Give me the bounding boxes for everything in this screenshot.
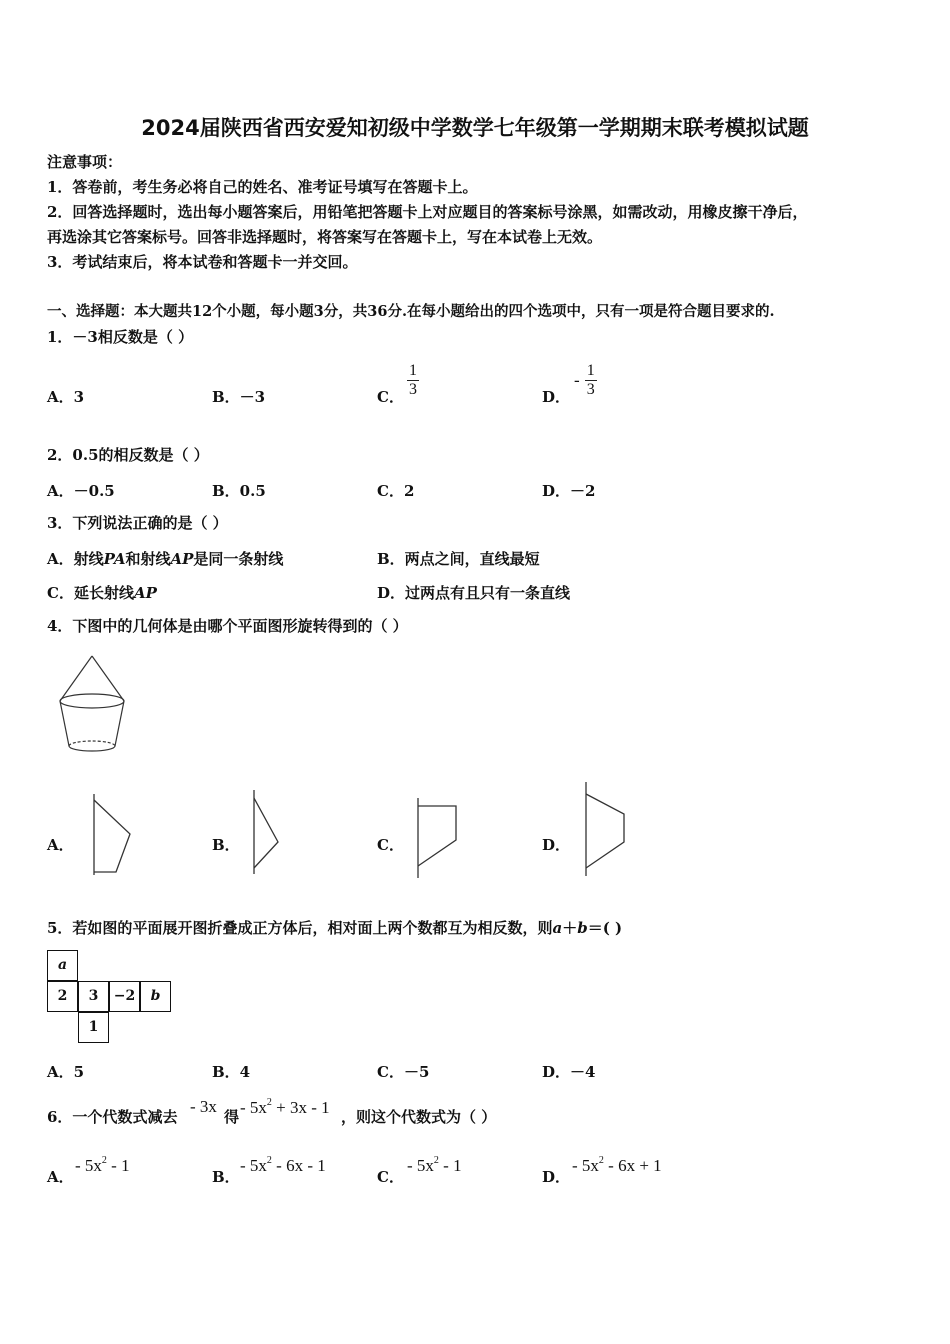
- q5-option-b: B．4: [212, 1063, 251, 1081]
- notice-line-2b: 再选涂其它答案标号。回答非选择题时，将答案写在答题卡上，写在本试卷上无效。: [47, 228, 603, 246]
- q4-option-b-label: B．: [212, 836, 240, 854]
- q2-option-d: D．－2: [542, 482, 596, 500]
- q6-option-b-label: B．: [212, 1168, 240, 1186]
- q1-option-a: A．3: [47, 388, 85, 406]
- q4-option-b-shape: [248, 788, 288, 878]
- q2-stem: 2．0.5的相反数是（ ）: [47, 446, 209, 464]
- net-cell-top: a: [47, 950, 78, 981]
- q5-option-a: A．5: [47, 1063, 85, 1081]
- q1-stem: 1．－3相反数是（ ）: [47, 328, 194, 346]
- q4-option-c-label: C．: [377, 836, 404, 854]
- q1-option-c-fraction: $\frac{1}{3}$: [409, 362, 417, 398]
- q3-option-b: B．两点之间，直线最短: [377, 550, 540, 568]
- q4-option-a-shape: [88, 792, 138, 877]
- q6-stem-pre: 6．一个代数式减去: [47, 1108, 178, 1126]
- notice-heading: 注意事项：: [47, 153, 123, 171]
- q2-option-b: B．0.5: [212, 482, 266, 500]
- q6-expr-2: - $5x^2 + 3x - 1$: [240, 1097, 330, 1117]
- q6-expr-1: - 3x: [190, 1097, 217, 1116]
- q3-option-a: A．射线PA和射线AP是同一条射线: [47, 550, 284, 568]
- q4-solid-figure: [50, 650, 134, 754]
- q2-option-a: A．－0.5: [47, 482, 115, 500]
- q6-option-a-expr: - $5x^2 - 1$: [75, 1155, 130, 1175]
- q6-option-c-expr: - $5x^2 - 1$: [407, 1155, 462, 1175]
- q3-stem: 3．下列说法正确的是（ ）: [47, 514, 228, 532]
- notice-line-2a: 2．回答选择题时，选出每小题答案后，用铅笔把答题卡上对应题目的答案标号涂黑，如需改动，用橡皮擦干净后，: [47, 203, 808, 221]
- q5-stem: 5．若如图的平面展开图折叠成正方体后，相对面上两个数都互为相反数，则a＋b＝( ): [47, 919, 623, 937]
- net-cell-1: 2: [47, 981, 78, 1012]
- q6-option-d-label: D．: [542, 1168, 571, 1186]
- cube-net: [47, 950, 177, 1046]
- section-heading: 一、选择题：本大题共12个小题，每小题3分，共36分.在每小题给出的四个选项中，只有一项是符合题目要求的.: [47, 303, 775, 320]
- net-cell-4: b: [140, 981, 171, 1012]
- q4-option-a-label: A．: [47, 836, 74, 854]
- net-cell-3: −2: [109, 981, 140, 1012]
- q5-option-d: D．－4: [542, 1063, 596, 1081]
- notice-line-3: 3．考试结束后，将本试卷和答题卡一并交回。: [47, 253, 358, 271]
- q4-option-d-label: D．: [542, 836, 571, 854]
- q6-stem-post: ，则这个代数式为（ ）: [341, 1108, 497, 1126]
- notice-line-1: 1．答卷前，考生务必将自己的姓名、准考证号填写在答题卡上。: [47, 178, 478, 196]
- q6-option-d-expr: - $5x^2 - 6x + 1$: [572, 1155, 662, 1175]
- q1-option-c-label: C．: [377, 388, 404, 406]
- net-cell-2: 3: [78, 981, 109, 1012]
- q1-option-d-label: D．: [542, 388, 571, 406]
- q6-stem-mid: 得: [224, 1108, 240, 1126]
- net-cell-bottom: 1: [78, 1012, 109, 1043]
- q1-option-d-fraction: - $\frac{1}{3}$: [574, 362, 595, 398]
- q3-option-d: D．过两点有且只有一条直线: [377, 584, 571, 602]
- q5-option-c: C．－5: [377, 1063, 430, 1081]
- q4-option-c-shape: [412, 796, 464, 880]
- q4-option-d-shape: [580, 780, 630, 878]
- q4-stem: 4．下图中的几何体是由哪个平面图形旋转得到的（ ）: [47, 617, 408, 635]
- q6-option-b-expr: - $5x^2 - 6x - 1$: [240, 1155, 326, 1175]
- q1-option-b: B．－3: [212, 388, 266, 406]
- q2-option-c: C．2: [377, 482, 415, 500]
- q6-option-a-label: A．: [47, 1168, 74, 1186]
- q3-option-c: C．延长射线AP: [47, 584, 157, 602]
- q6-option-c-label: C．: [377, 1168, 404, 1186]
- page-title: 2024届陕西省西安爱知初级中学数学七年级第一学期期末联考模拟试题: [141, 116, 809, 140]
